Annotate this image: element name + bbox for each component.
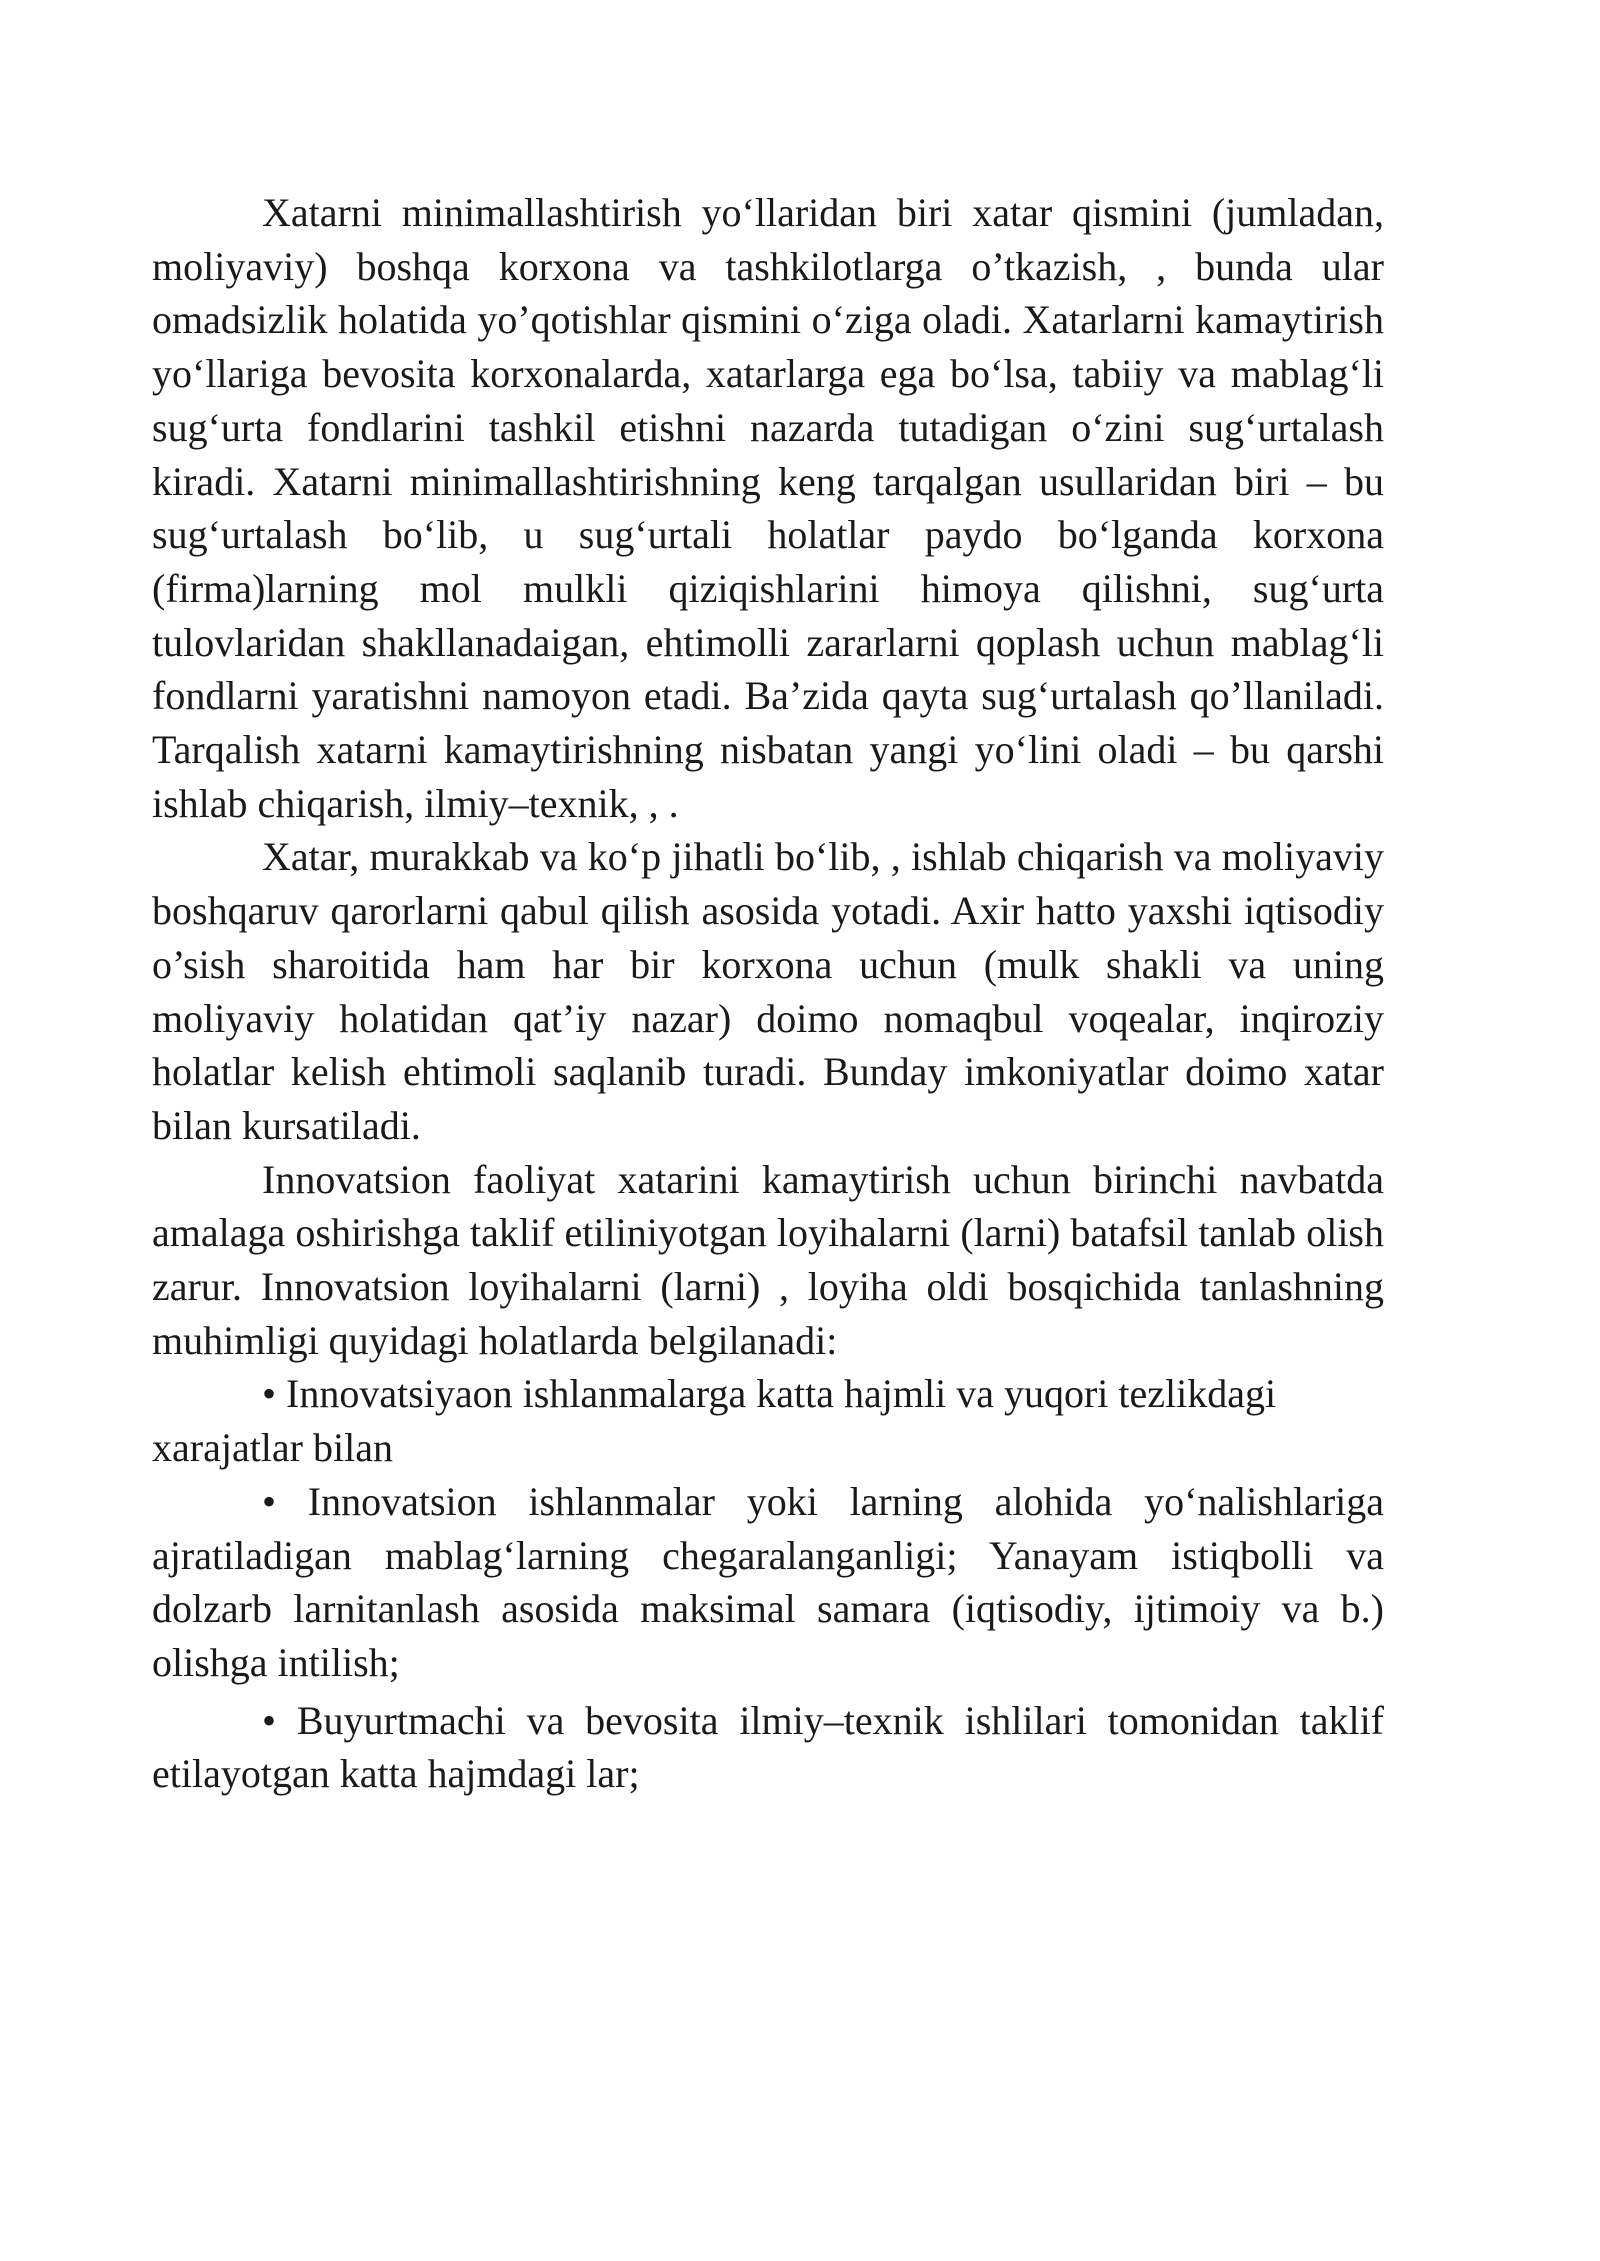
- paragraph-innovation-risk: Innovatsion faoliyat xatarini kamaytirish uchun birinchi navbatda amalaga oshirishga taklif etiliniyotgan loyihalarni (larni) batafsil tanlab olish zarur. Innovatsion loyihalarni (larni) , loyiha oldi bosqichida tanlashning muhimligi quyidagi holatlarda belgilanadi:: [152, 1156, 1384, 1363]
- bullet-text: Innovatsion ishlanmalar yoki larning alohida yo‘nalishlariga ajratiladigan mablag‘larning chegaralanganligi; Yanayam istiqbolli va dolzarb larnitanlash asosida maksimal samara (iqtisodiy, ijtimoiy va b.) olishga intilish;: [152, 1478, 1385, 1685]
- bullet-item-3: [152, 1694, 1384, 1801]
- bullet-text: Innovatsiyaon ishlanmalarga katta hajmli va yuqori tezlikdagi xarajatlar bilan: [152, 1371, 1277, 1471]
- bullet-item-1: [152, 1367, 1384, 1474]
- bullet-text: Buyurtmachi va bevosita ilmiy–texnik ishlilari tomonidan taklif etilayotgan katta hajmdagi lar;: [152, 1697, 1385, 1797]
- paragraph-risk-complexity: Xatar, murakkab va ko‘p jihatli bo‘lib, , ishlab chiqarish va moliyaviy boshqaruv qarorlarni qabul qilish asosida yotadi. Axir hatto yaxshi iqtisodiy o’sish sharoitida ham har bir korxona uchun (mulk shakli va uning moliyaviy holatidan qat’iy nazar) doimo nomaqbul voqealar, inqiroziy holatlar kelish ehtimoli saqlanib turadi. Bunday imkoniyatlar doimo xatar bilan kursatiladi.: [152, 834, 1384, 1148]
- bullet-item-2: [152, 1475, 1384, 1690]
- bullet-marker: •: [262, 1697, 277, 1743]
- paragraph-risk-minimization: Xatarni minimallashtirish yo‘llaridan biri xatar qismini (jumladan, moliyaviy) boshqa korxona va tashkilotlarga o’tkazish, , bunda ular omadsizlik holatida yo’qotishlar qismini o‘ziga oladi. Xatarlarni kamaytirish yo‘llariga bevosita korxonalarda, xatarlarga ega bo‘lsa, tabiiy va mablag‘li sug‘urta fondlarini tashkil etishni nazarda tutadigan o‘zini sug‘urtalash kiradi. Xatarni minimallashtirishning keng tarqalgan usullaridan biri – bu sug‘urtalash bo‘lib, u sug‘urtali holatlar paydo bo‘lganda korxona (firma)larning mol mulkli qiziqishlarini himoya qilishni, sug‘urta tulovlaridan shakllanadaigan, ehtimolli zararlarni qoplash uchun mablag‘li fondlarni yaratishni namoyon etadi. Ba’zida qayta sug‘urtalash qo’llaniladi. Tarqalish xatarni kamaytirishning nisbatan yangi yo‘lini oladi – bu qarshi ishlab chiqarish, ilmiy–texnik, , .: [152, 190, 1384, 826]
- bullet-marker: •: [262, 1478, 277, 1524]
- bullet-marker: •: [262, 1371, 277, 1417]
- document-page: [152, 186, 1384, 1801]
